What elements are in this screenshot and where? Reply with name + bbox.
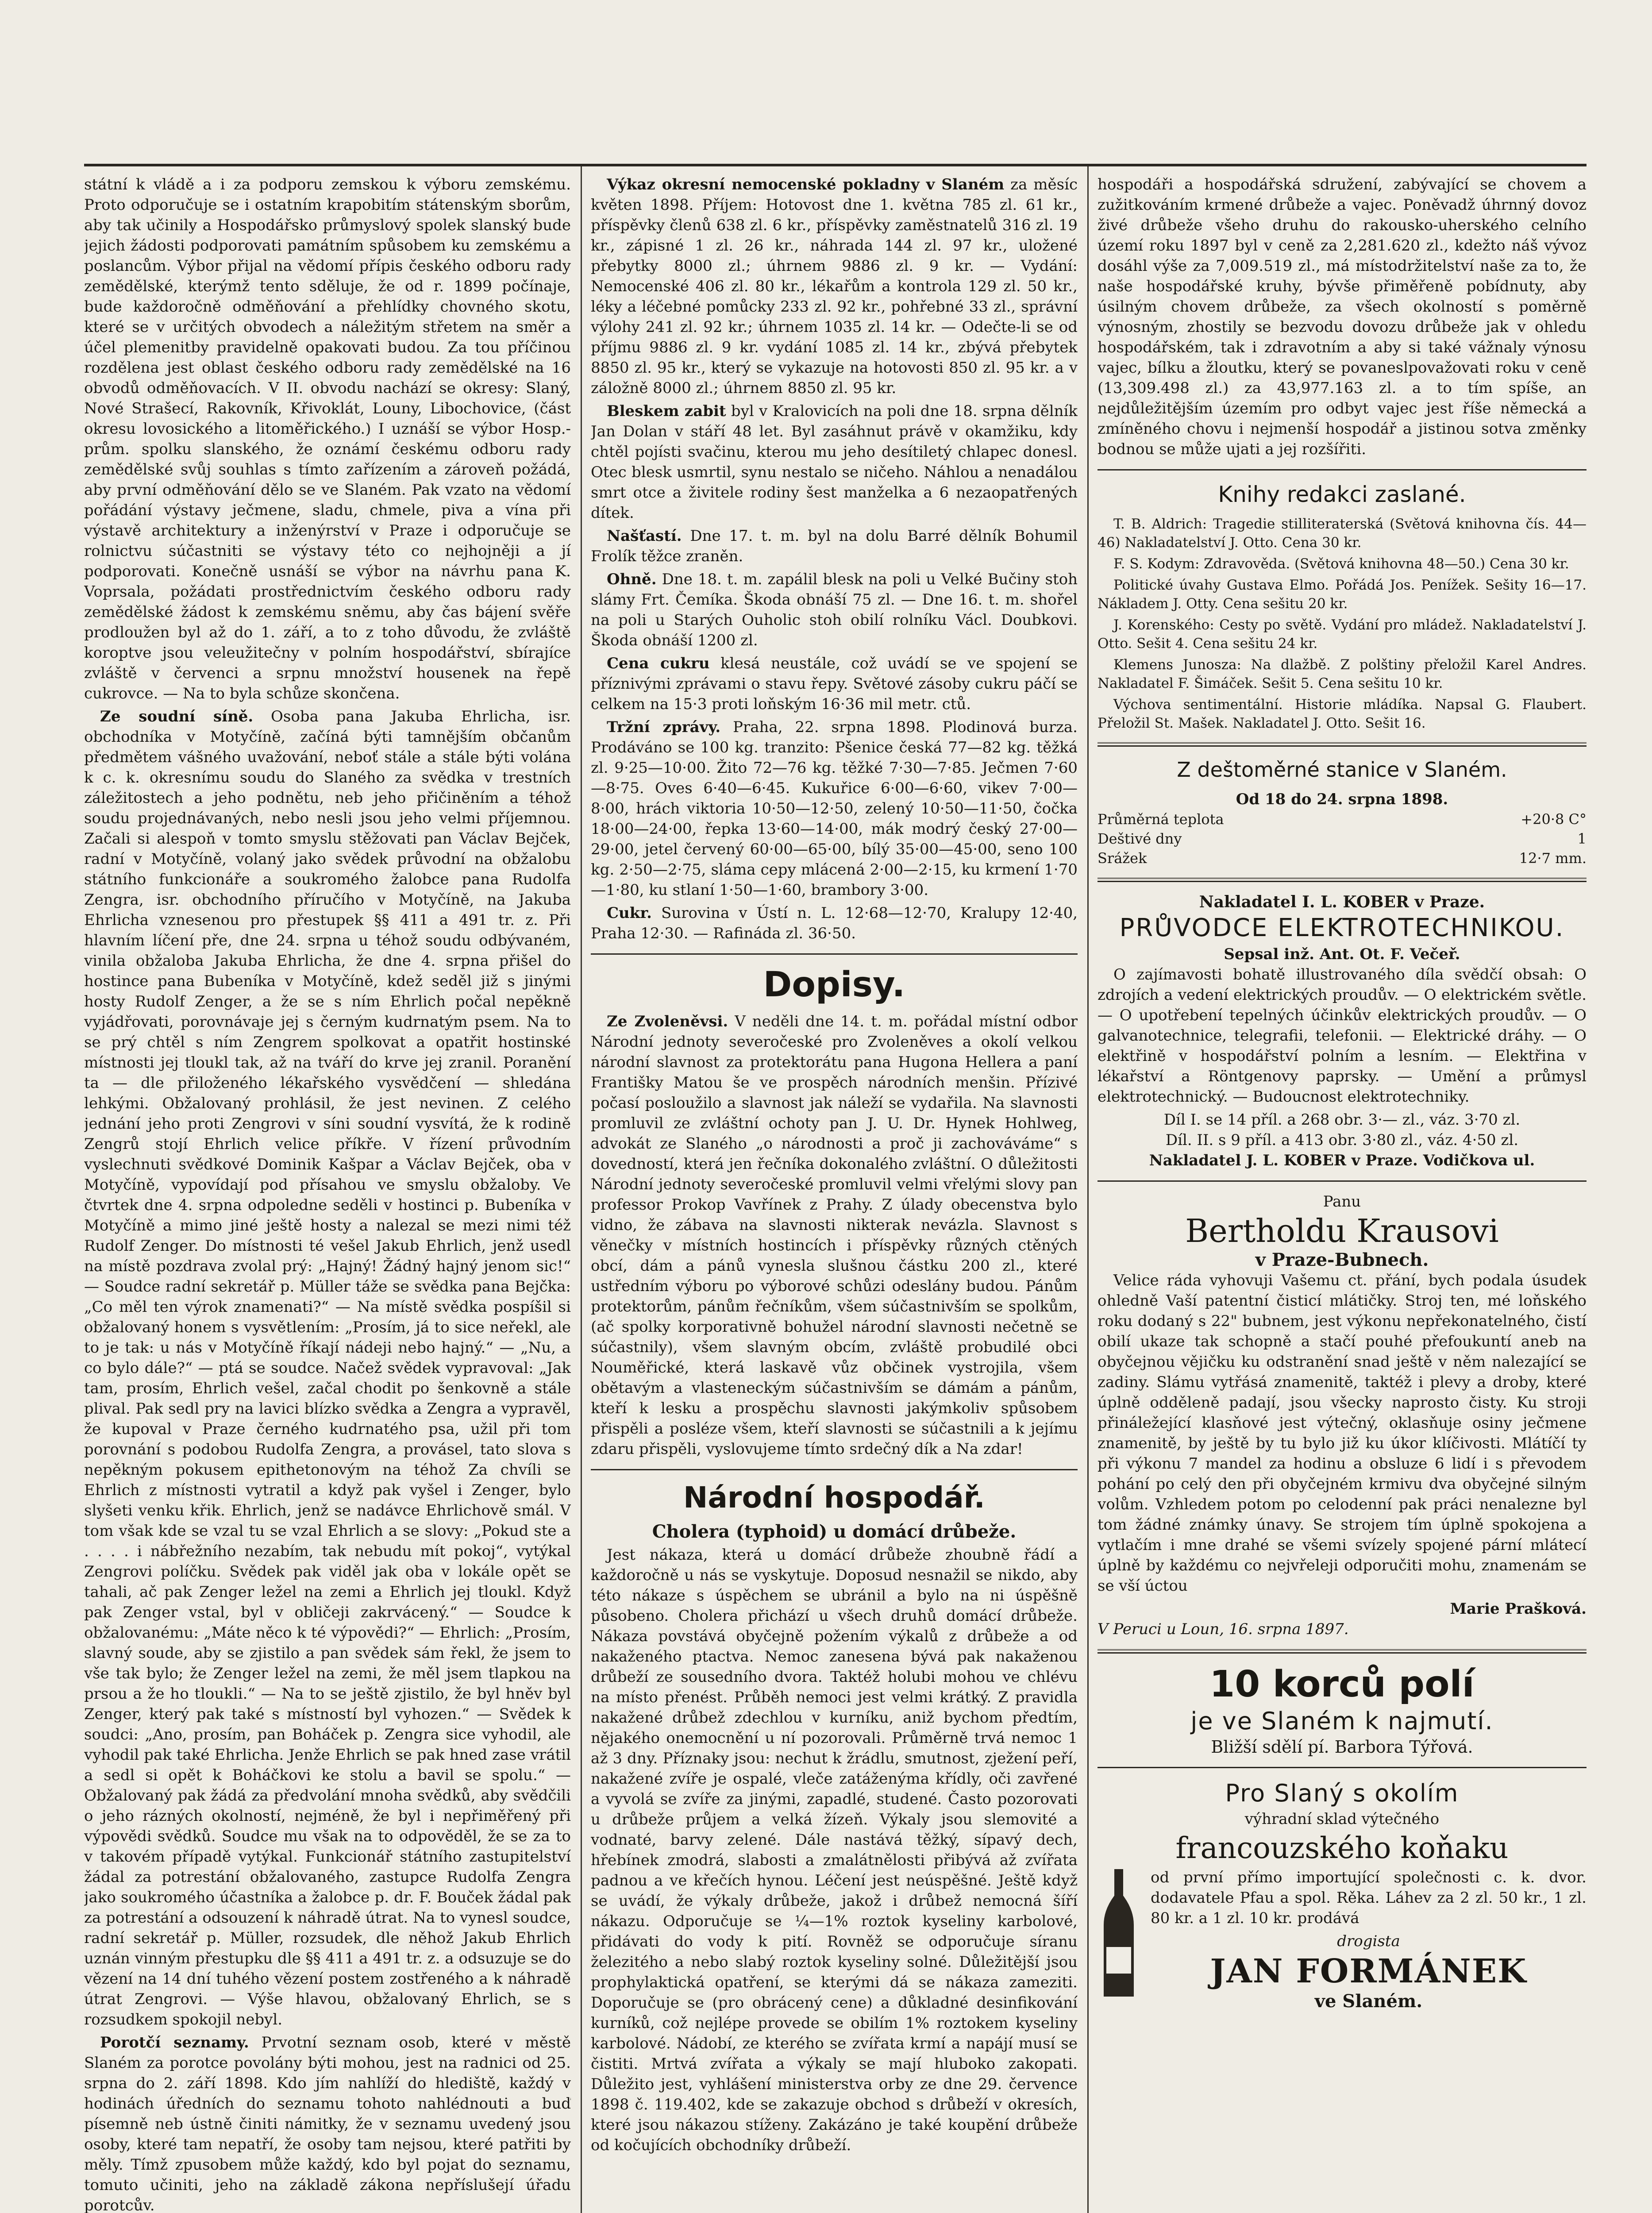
book-entry: Politické úvahy Gustava Elmo. Pořádá Jos. Penížek. Sešity 16—17. Nákladem J. Otty. Cena sešitu 20 kr.: [1097, 577, 1587, 612]
article-heading: Ze Zvoleněvsi.: [607, 1013, 728, 1030]
ad-cognac-drogista: drogista: [1337, 1932, 1400, 1950]
ad-kober-price: Díl I. se 14 příl. a 268 obr. 3·— zl., váz. 3·70 zl.: [1163, 1111, 1521, 1129]
divider: [1097, 1180, 1587, 1182]
divider: [1097, 1649, 1587, 1654]
ad-cognac-body: [1097, 1867, 1587, 2012]
column-rule: [1087, 166, 1089, 2213]
ad-cognac-place: ve Slaném.: [1314, 1991, 1423, 2012]
book-list: [1097, 515, 1587, 733]
newspaper-page: [84, 164, 1587, 2213]
book-entry: T. B. Aldrich: Tragedie stilliteraterská (Světová knihovna čís. 44—46) Nakladatelství J. Otto. Cena 30 kr.: [1097, 516, 1587, 551]
ad-kober-author: Sepsal inž. Ant. Ot. F. Večeř.: [1224, 945, 1460, 963]
column-right: [1097, 174, 1587, 2213]
ad-cognac-merchant: JAN FORMÁNEK: [1210, 1952, 1527, 1990]
article-intro: státní k vládě a i za podporu zemskou k výboru zemskému. Proto odporučuje se i ostatním krapobitím státenským sborům, aby tak učinily a Hospodářsko průmyslový spolek slanský bude jejich žádosti podporovati památním spůsobem ku zemskému a poslancům. Výbor přijal na vědomí přípis českého odboru rady zemědělské, kterýmž tento sděluje, že od r. 1899 počínaje, bude každoročně odměňování a přehlídky chovného skotu, které se v určitých obvodech a náležitým střetem na směr a účel plemenitby pravidelně opakovati budou. Za tou příčinou rozdělena jest oblast českého odboru rady zemědělské na 16 obvodů odměňovacích. V II. obvodu nachází se okresy: Slaný, Nové Strašecí, Rakovník, Křivoklát, Louny, Libochovice, (část okresu lovosického a litoměřického.) I uznáší se výbor Hosp.-prům. spolku slanského, že oznámí českému odboru rady zemědělské svůj souhlas s tímto zařízením a zároveň požádá, aby první odměňování dělo se ve Slaném. Pak vzato na vědomí pořádání výstavy ječmene, sladu, chmele, piva a vína při výstavě architektury a inženýrství v Praze i odporučuje se rolnictvu súčastniti se výstavy této co nejhojněji a jí podporovati. Konečně usnáší se výbor na návrhu pana K. Voprsala, požádati prostřednictvím českého odboru rady zemědělské žádost k zemskému sněmu, aby čas bájení svěře prodloužen byl až do 1. září, a to z toho důvodu, že zvláště koroptve jsou veleužitečny v polním hospodářství, sbírajíce zvláště v červenci a srpnu množství housenek na řepě cukrovce. — Na to byla schůze skončena.: [84, 176, 571, 702]
article-heading: Ohně.: [607, 571, 657, 588]
article-heading: Cukr.: [607, 904, 652, 922]
letter-recipient: Bertholdu Krausovi: [1185, 1212, 1499, 1249]
ad-cognac-exclusive: výhradní sklad výtečného: [1244, 1810, 1440, 1828]
ad-kober-publisher: Nakladatel I. L. KOBER v Praze.: [1199, 893, 1485, 911]
section-title-knihy: Knihy redakci zaslané.: [1218, 482, 1466, 507]
ad-kober-title: PRŮVODCE ELEKTROTECHNIKOU.: [1119, 914, 1565, 942]
article-jury: Porotčí seznamy. Prvotní seznam osob, které v městě Slaném za porotce povolány býti mohou, jest na radnici od 25. srpna do 2. září 1898. Kdo jím nahlíží do hlediště, každý v hodinách úředních do seznamu tohoto nahlédnouti a buď písemně neb ústně činiti námitky, že v seznamu uvedený jsou osoby, které tam nepatří, že osoby tam nejsou, které patřiti by měly. Tímž zpusobem může každý, kdo byl pojat do seznamu, tomuto učiniti, jeho na základě zákona nepříslušejí úřadu porotcův.: [84, 2034, 571, 2213]
weather-table: [1097, 810, 1587, 868]
article-heading: Porotčí seznamy.: [100, 2034, 249, 2051]
column-rule: [581, 166, 582, 2213]
article-lightning: Bleskem zabit byl v Kralovicích na poli dne 18. srpna dělník Jan Dolan v stáří 48 let. Byl zasáhnut právě v okamžiku, kdy chtěl pojísti svačinu, kterou mu jeho desítiletý chlapec donesl. Otec blesk usmrtil, synu nestalo se ničeho. Náhlou a nenadálou smrt otce a živitele rodiny šest manželka a 6 nezaopatřených dítek.: [591, 402, 1078, 522]
letter-place: v Praze-Bubnech.: [1255, 1249, 1429, 1270]
divider: [591, 953, 1078, 955]
ad-kober-footer: Nakladatel J. L. KOBER v Praze. Vodičkova ul.: [1149, 1152, 1535, 1169]
divider: [591, 1469, 1078, 1470]
letter-signature: Marie Prašková.: [1450, 1600, 1587, 1618]
article-cukr: Cukr. Surovina v Ústí n. L. 12·68—12·70, Kralupy 12·40, Praha 12·30. — Rafináda zl. 36·50.: [591, 904, 1078, 942]
column-middle: [591, 174, 1078, 2213]
article-heading: Cena cukru: [607, 655, 710, 672]
divider: [1097, 878, 1587, 882]
article-cholera: Jest nákaza, která u domácí drůbeže zhoubně řádí a každoročně u nás se vyskytuje. Doposud nesnažil se nikdo, aby této nákaze s úspěchem se ubránil a bylo na ni úspěšně působeno. Cholera přichází u všech druhů domácí drůbeže. Nákaza povstává obyčejně požením výkalů z drůbeže a od nakaženého ptactva. Nemoc zanesena bývá pak nakaženou drůbeží ze sousedního dvora. Taktéž holubi mohou ve chlévu na místo přenést. Průběh nemoci jest velmi krátký. Z pravidla nakažené drůbež zdechlou v kurníku, aniž bychom předtím, nějakého onemocnění u ní pozorovali. Průměrně trvá nemoc 1 až 3 dny. Příznaky jsou: nechut k žrádlu, smutnost, zježení peří, nakažené zvíře je ospalé, vleče zatáženýma křídly, oči zavřené a vyvolá se zvíře za jinými, zapadlé, studené. Často pozorovati u drůbeže průjem a velká žízeň. Výkaly jsou slemovité a vodnaté, barvy zelené. Dále nastává těžký, sípavý dech, hřebínek zmodrá, slabosti a zmalátnělosti přibývá až zvířata padnou a ve křečích hynou. Léčení jest neúspěšné. Ještě když se uvádí, že výkaly drůbeže, jakož i drůbež nemocná šíří nákazu. Odporučuje se ¼—1% roztok kyseliny karbolové, přidávati do vody k pití. Rovněž se odporučuje síranu železitého a nebo slabý roztok kyseliny solné. Důležitější jsou prophylaktická opatření, se kterými dá se nákaza zameziti. Doporučuje se (pro obrácený cene) a důkladné desinfikování kurníků, což nejlépe provede se obilím 1% roztokem kyseliny karbolové. Nádobí, ze kterého se zvířata krmí a napájí musí se čistiti. Mrtvá zvířata a výkaly se mají hluboko zakopati. Důležito jest, vyhlášení ministerstva orby ze dne 29. července 1898 č. 119.402, kde se zakazuje obchod s drůbeží v okresích, které jsou nákazou stíženy. Zakázáno je také koupění drůbeže od kočujících obchodníky drůbeží.: [591, 1546, 1078, 2154]
article-heading: Výkaz okresní nemocenské pokladny v Slaném: [607, 176, 1005, 193]
section-title-narodni-hospodar: Národní hospodář.: [683, 1480, 985, 1515]
ad-fields-contact: Bližší sdělí pí. Barbora Týřová.: [1211, 1737, 1473, 1757]
article-heading: Ze soudní síně.: [100, 708, 254, 725]
article-title-cholera: Cholera (typhoid) u domácí drůbeže.: [652, 1521, 1017, 1542]
divider: [1097, 1767, 1587, 1768]
section-title-dopisy: Dopisy.: [763, 965, 905, 1005]
article-fires: Ohně. Dne 18. t. m. zapálil blesk na poli u Velké Bučiny stoh slámy Frt. Čemíka. Škoda obnáší 75 zl. — Dne 16. t. m. shořel na poli u Starých Ouholic stoh obilí rolníku Václ. Doubkovi. Škoda obnáší 1200 zl.: [591, 571, 1078, 649]
ad-cognac-product: francouzského koňaku: [1175, 1831, 1509, 1865]
letter-salutation: Panu: [1323, 1193, 1361, 1211]
article-court: Ze soudní síně. Osoba pana Jakuba Ehrlicha, isr. obchodníka v Motyčíně, začíná býti tamnějším občanům předmětem vášného uvažování, neboť stále a stále býti volána k c. k. okresnímu soudu do Slaného za svědka v trestních záležitostech a jeho podnětu, neb jeho přičiněním a téhož soudu projednávaných, nebo nesli jsou jeho velmi příjemnou. Začali si alespoň v tomto smyslu stěžovati pan Václav Bejček, radní v Motyčíně, volaný jako svědek průvodní na obžalobu státního funkcionáře a soukromého žalobce pana Rudolfa Zengra, isr. obchodního příručího v Motyčíně, na Jakuba Ehrlicha vznesenou pro přestupek §§ 411 a 491 tr. z. Při hlavním líčení pře, dne 24. srpna u téhož soudu odbývaném, vinila obžaloba Jakuba Ehrlicha, že dne 4. srpna přišel do hostince pana Bubeníka v Motyčíně, kdež seděl již s jinými hosty Rudolf Zenger, a že se s ním Ehrlich počal nepěkně vyjádřovati, porovnávaje jej s černým kudrnatým psem. Na to se prý chtěl s ním Zengrem spolkovat a opatřit hostinské místnosti jej tloukl tak, až na tváří do krve jej zranil. Poranění ta — dle přiloženého lékařského vysvědčení — shledána lehkými. Obžalovaný prohlásil, že jest nevinen. Z celého jednání jeho proti Zengrovi v síni soudní vysvítá, že k rodině Zengrů stojí Ehrlich velice příkře. V řízení průvodním vyslechnuti svědkové Dominik Kašpar a Václav Bejček, oba v Motyčíně, vypovídají pod přísahou ve smyslu obžaloby. Ve čtvrtek dne 4. srpna odpoledne seděli v hostinci p. Bubeníka v Motyčíně a mimo jiné ještě hosty a nalezal se mezi nimi též Rudolf Zenger. Do místnosti té vešel Jakub Ehrlich, jenž usedl na místě pozdrava zvolal prý: „Hajný! Žádný hajný jenom sic!“ — Soudce radní sekretář p. Müller táže se svědka pana Bejčka: „Co měl ten výrok znamenati?“ — Na místě svědka pospíšil si obžalovaný honem s vysvětlením: „Prosím, já to sice neřekl, ale to je tak: u nás v Motyčíně říkají nádeji nebo hajný.“ — „Nu, a co bylo dále?“ — ptá se soudce. Načež svědek vypravoval: „Jak tam, prosím, Ehrlich vešel, začal chodit po šenkovně a stále plival. Pak sedl pry na lavici blízko svědka a Zengra a vypravěl, že kupoval v Praze černého kudrnatého psa, užil při tom porovnání s podobou Rudolfa Zengra, a provásel, tato slova s nepěkným pokusem epithetonovým na téhož Za chvíli se Ehrlich z místnosti vytratil a když pak vyšel i Zenger, bylo slyšeti venku křik. Ehrlich, jenž se nadávce Ehrlichově smál. V tom však kde se vzal tu se vzal Ehrlich a se slovy: „Pokud ste a . . . . i nábřežního nezabím, tak nebudu mít pokoj“, vytýkal Zengrovi políčku. Svědek pak viděl jak oba v lokále opět se tahali, ač pak Zenger ležel na zemi a Ehrlich jej tloukl. Když pak Zenger vstal, byl v obličeji zakrvácený.“ — Soudce k obžalovanému: „Máte něco k té výpovědi?“ — Ehrlich: „Prosím, slavný soude, aby se zjistilo a pan svědek sám řekl, že jsem to vše tak bylo; že Zenger ležel na zemi, že měl jsem tlapkou na prsou a že ho tloukli.“ — Na to se ještě zjistilo, že byl hněv byl Zenger, který pak také s místností byl vyhozen.“ — Svědek k soudci: „Ano, prosím, pan Boháček p. Zengra sice vyhodil, ale vyhodil pak také Ehrlicha. Jenže Ehrlich se pak hned zase vrátil a sedl si opět k Boháčkovi ke stolu a bavil se spolu.“ — Obžalovaný pak žádá za předvolání mnoha svědků, aby svědčili o jeho rázných okolností, nejméně, že byl i nepřiměřený při výpovědi svědků. Soudce mu však na to odpověděl, že se za to v takovém případě vytýkal. Funkcionář státního zastupitelství žádal za potrestání obžalovaného, zastupce Rudolfa Zengra jako soukromého účastníka a žalobce p. dr. F. Bouček žádal pak za potrestání a odsouzení k náhradě útrat. Na to vynesl soudce, radní sekretář p. Müller, rozsudek, dle něhož Jakub Ehrlich uznán vinným přestupku dle §§ 411 a 491 tr. z. a odsuzuje se do vězení na 14 dní tuhého vězení postem zostřeného a k náhradě útrat Zengrovi. — Výše hlavou, obžalovaný Ehrlich, se s rozsudkem spokojil nebyl.: [84, 708, 571, 2028]
section-title-weather: Z deštoměrné stanice v Slaném.: [1177, 758, 1507, 782]
ad-kober-text: O zajímavosti bohatě illustrovaného díla svědčí obsah: O zdrojích a vedení elektrických proudův. — O elektrickém světle. — O upotřebení tepelných účinkův elektrických proudův. — O galvanotechnice, telegrafii, telefonii. — Elektrické dráhy. — O elektřině v hospodářství polním a lesním. — Elektřina v lékařství a Röntgenovy paprsky. — Umění a průmysl elektrotechnický. — Budoucnost elektrotechniky.: [1097, 966, 1587, 1106]
divider: [1097, 742, 1587, 747]
article-fund: Výkaz okresní nemocenské pokladny v Slaném za měsíc květen 1898. Příjem: Hotovost dne 1. května 785 zl. 61 kr., příspěvky členů 638 zl. 6 kr., příspěvky zaměstnatelů 316 zl. 19 kr., zápisné 1 zl. 26 kr., náhrada 144 zl. 97 kr., uložené přebytky 8000 zl.; úhrnem 9886 zl. 9 kr. — Vydání: Nemocenské 406 zl. 80 kr., lékařům a kontrola 129 zl. 50 kr., léky a léčebné pomůcky 233 zl. 92 kr., pohřebné 33 zl., správní výlohy 241 zl. 92 kr.; úhrnem 1035 zl. 14 kr. — Odečte-li se od příjmu 9886 zl. 9 kr. vydání 1085 zl. 14 kr., zbývá přebytek 8850 zl. 95 kr., který se vykazuje na hotovosti 850 zl. 95 kr. a v záložně 8000 zl.; úhrnem 8850 zl. 95 kr.: [591, 176, 1078, 397]
article-accident: Našťastí. Dne 17. t. m. byl na dolu Barré dělník Bohumil Frolík těžce zraněn.: [591, 527, 1078, 565]
article-poultry-continued: hospodáři a hospodářská sdružení, zabývající se chovem a zužitkováním krmené drůbeže a vajec. Poněvadž úhrnný dovoz živé drůbeže všeho druhu do rakousko-uherského celního území roku 1897 byl v ceně za 2,281.620 zl., kdežto náš vývoz dosáhl výše za 7,009.519 zl., má místodržitelství naše za to, že naše hospodářské kruhy, bývše přiměřeně pobídnuty, aby úsilným chovem drůbeže, za všech okolností s poměrně výnosným, zhostily se bezvodu dovozu drůbeže jak v ohledu hospodářském, tak i zdravotním a aby si také vážnaly výnosu vajec, bílku a žloutku, který se povaneslpovažovati roku v ceně (13,309.498 zl.) za 43,977.163 zl. a to tím spíše, an nejdůležitějším územím pro odbyt vajec jest říše německá a zmíněného chovu i nejmenší hospodář a jistinou sotva změnky bodnou se může ujati a jej rozšířiti.: [1097, 176, 1587, 458]
divider: [1097, 469, 1587, 470]
ad-fields-subtitle: je ve Slaném k najmutí.: [1190, 1707, 1494, 1735]
article-heading: Našťastí.: [607, 527, 682, 545]
ad-cognac-details: [1151, 1867, 1587, 2012]
ad-cognac-region: Pro Slaný s okolím: [1225, 1779, 1459, 1807]
book-entry: Výchova sentimentální. Historie mládíka. Napsal G. Flaubert. Přeložil St. Mašek. Nakladatel J. Otto. Sešit 16.: [1097, 697, 1587, 731]
ad-fields-title: 10 korců polí: [1209, 1663, 1475, 1705]
book-entry: J. Korenského: Cesty po světě. Vydání pro mládež. Nakladatelství J. Otto. Sešit 4. Cena sešitu 24 kr.: [1097, 617, 1587, 652]
column-left: [84, 174, 571, 2213]
article-market: Tržní zprávy. Praha, 22. srpna 1898. Plodinová burza. Prodáváno se 100 kg. tranzito: Pšenice česká 77—82 kg. těžká zl. 9·25—10·00. Žito 72—76 kg. těžké 7·30—7·85. Ječmen 7·60—8·75. Oves 6·40—6·45. Kukuřice 6·00—6·60, vikev 7·00—8·00, hrách viktoria 10·50—12·50, zelený 10·50—11·50, čočka 18·00—24·00, řepka 13·60—14·00, mák modrý český 27·00—29·00, jetel červený 60·00—65·00, bílý 35·00—45·00, seno 100 kg. 2·50—2·75, sláma cepy mlácená 2·00—2·15, ku krmení 1·70—1·80, ku stlaní 1·50—1·60, brambory 3·00.: [591, 718, 1078, 899]
book-entry: F. S. Kodym: Zdravověda. (Světová knihovna 48—50.) Cena 30 kr.: [1113, 556, 1569, 572]
weather-period: Od 18 do 24. srpna 1898.: [1236, 790, 1448, 808]
cognac-bottle-icon: [1097, 1867, 1140, 2000]
letter-text: Velice ráda vyhovuji Vašemu ct. přání, bych podala úsudek ohledně Vaší patentní čisticí mlátičky. Stroj ten, mé loňského roku dodaný s 22" bubnem, jest výkonu nepřekonatelného, čistí obilí ukaze tak schopně a stačí pouhé přefoukuntí aneb na obyčejnou vějičku ku odstranění snad ještě v něm nalezající se zadiny. Slámu vytřásá znamenitě, taktéž i plevy a droby, které úplně odděleně padají, jsou všecky naprosto čisty. Ku stroji přináležející klasňové jest výtečný, oklasňuje osiny ječmene znamenitě, by ještě by tu bylo již ku úkor klíčivosti. Mlátíčí ty při výkonu 7 mandel za hodinu a obsluze 6 lidí i s převodem pohání po celý den při obyčejném krmivu dva obyčejné silným volům. Vzhledem potom po celodenní pak práci nenalezne byl tom žádné známky únavy. Se strojem tím úplně spokojena a vytlačím i mne drahé se všemi svízely spojené pární mlátecí úplně by každému co nejvřeleji odporučiti mohu, znamenám se se vší úctou: [1097, 1272, 1587, 1595]
ad-kober-price: Díl. II. s 9 příl. a 413 obr. 3·80 zl., váz. 4·50 zl.: [1165, 1131, 1519, 1149]
article-zvolenevsi: Ze Zvoleněvsi. V neděli dne 14. t. m. pořádal místní odbor Národní jednoty severočeské pro Zvoleněves a okolí velkou národní slavnost za protektorátu pana Hugona Hellera a paní Františky Matou še ve prospěch národních menšin. Přízivé počasí posloužilo a slavnost jak náleží se vydařila. Na slavnosti promluvil ze zvláštní ochoty pan J. U. Dr. Hynek Hohlweg, advokát ze Slaného „o národnosti a proč ji zachováváme“ s dovedností, která jen řečníka dokonalého zvláštní. O důležitosti Národní jednoty severočeské promluvil velmi vřelými slovy pan professor Prokop Vavřínek z Prahy. Z úlady obecenstva bylo vidno, že zábava na slavnosti nikterak nevázla. Slavnost s věnečky v místních hostincích i příspěvky různých ctěných obcí, dám a pánů vynesla slušnou částku 200 zl., které ustředním výboru po výborové schůzi odeslány budou. Pánům protektorům, pánům řečníkům, všem súčastnivším se spolkům, (ač spolky korporativně bohužel národní slavnosti nečetně se súčastnily), všem slavným obcím, zvláště probudilé obci Nouměřické, která laskavě vůz občinek vystrojila, všem obětavým a vlasteneckým súčastnivším se dámám a pánům, kteří k lesku a prospěchu slavnosti jakýmkoliv spůsobem přispěli a posléze všem, kteří slavnosti se súčastnili a k jejímu zdaru přispěli, vyslovujeme tímto srdečný dík a Na zdar!: [591, 1013, 1078, 1458]
ad-cognac-text: od první přímo importující společnosti c. k. dvor. dodavatele Pfau a spol. Rěka. Láhev za 2 zl. 50 kr., 1 zl. 80 kr. a 1 zl. 10 kr. prodává: [1151, 1869, 1587, 1927]
article-sugar: Cena cukru klesá neustále, což uvádí se ve spojení se příznivými zprávami o stavu řepy. Světové zásoby cukru páčí se celkem na 15·3 proti loňským 16·36 mil metr. ctů.: [591, 655, 1078, 713]
weather-row: Deštivé dny 1: [1097, 830, 1587, 847]
article-heading: Bleskem zabit: [607, 402, 726, 420]
weather-row: Průměrná teplota +20·8 C°: [1097, 811, 1587, 828]
article-heading: Tržní zprávy.: [607, 718, 721, 736]
weather-row: Srážek 12·7 mm.: [1097, 850, 1587, 867]
letter-date: V Peruci u Loun, 16. srpna 1897.: [1097, 1620, 1349, 1638]
book-entry: Klemens Junosza: Na dlažbě. Z polštiny přeložil Karel Andres. Nakladatel F. Šimáček. Sešit 5. Cena sešitu 10 kr.: [1097, 657, 1587, 691]
